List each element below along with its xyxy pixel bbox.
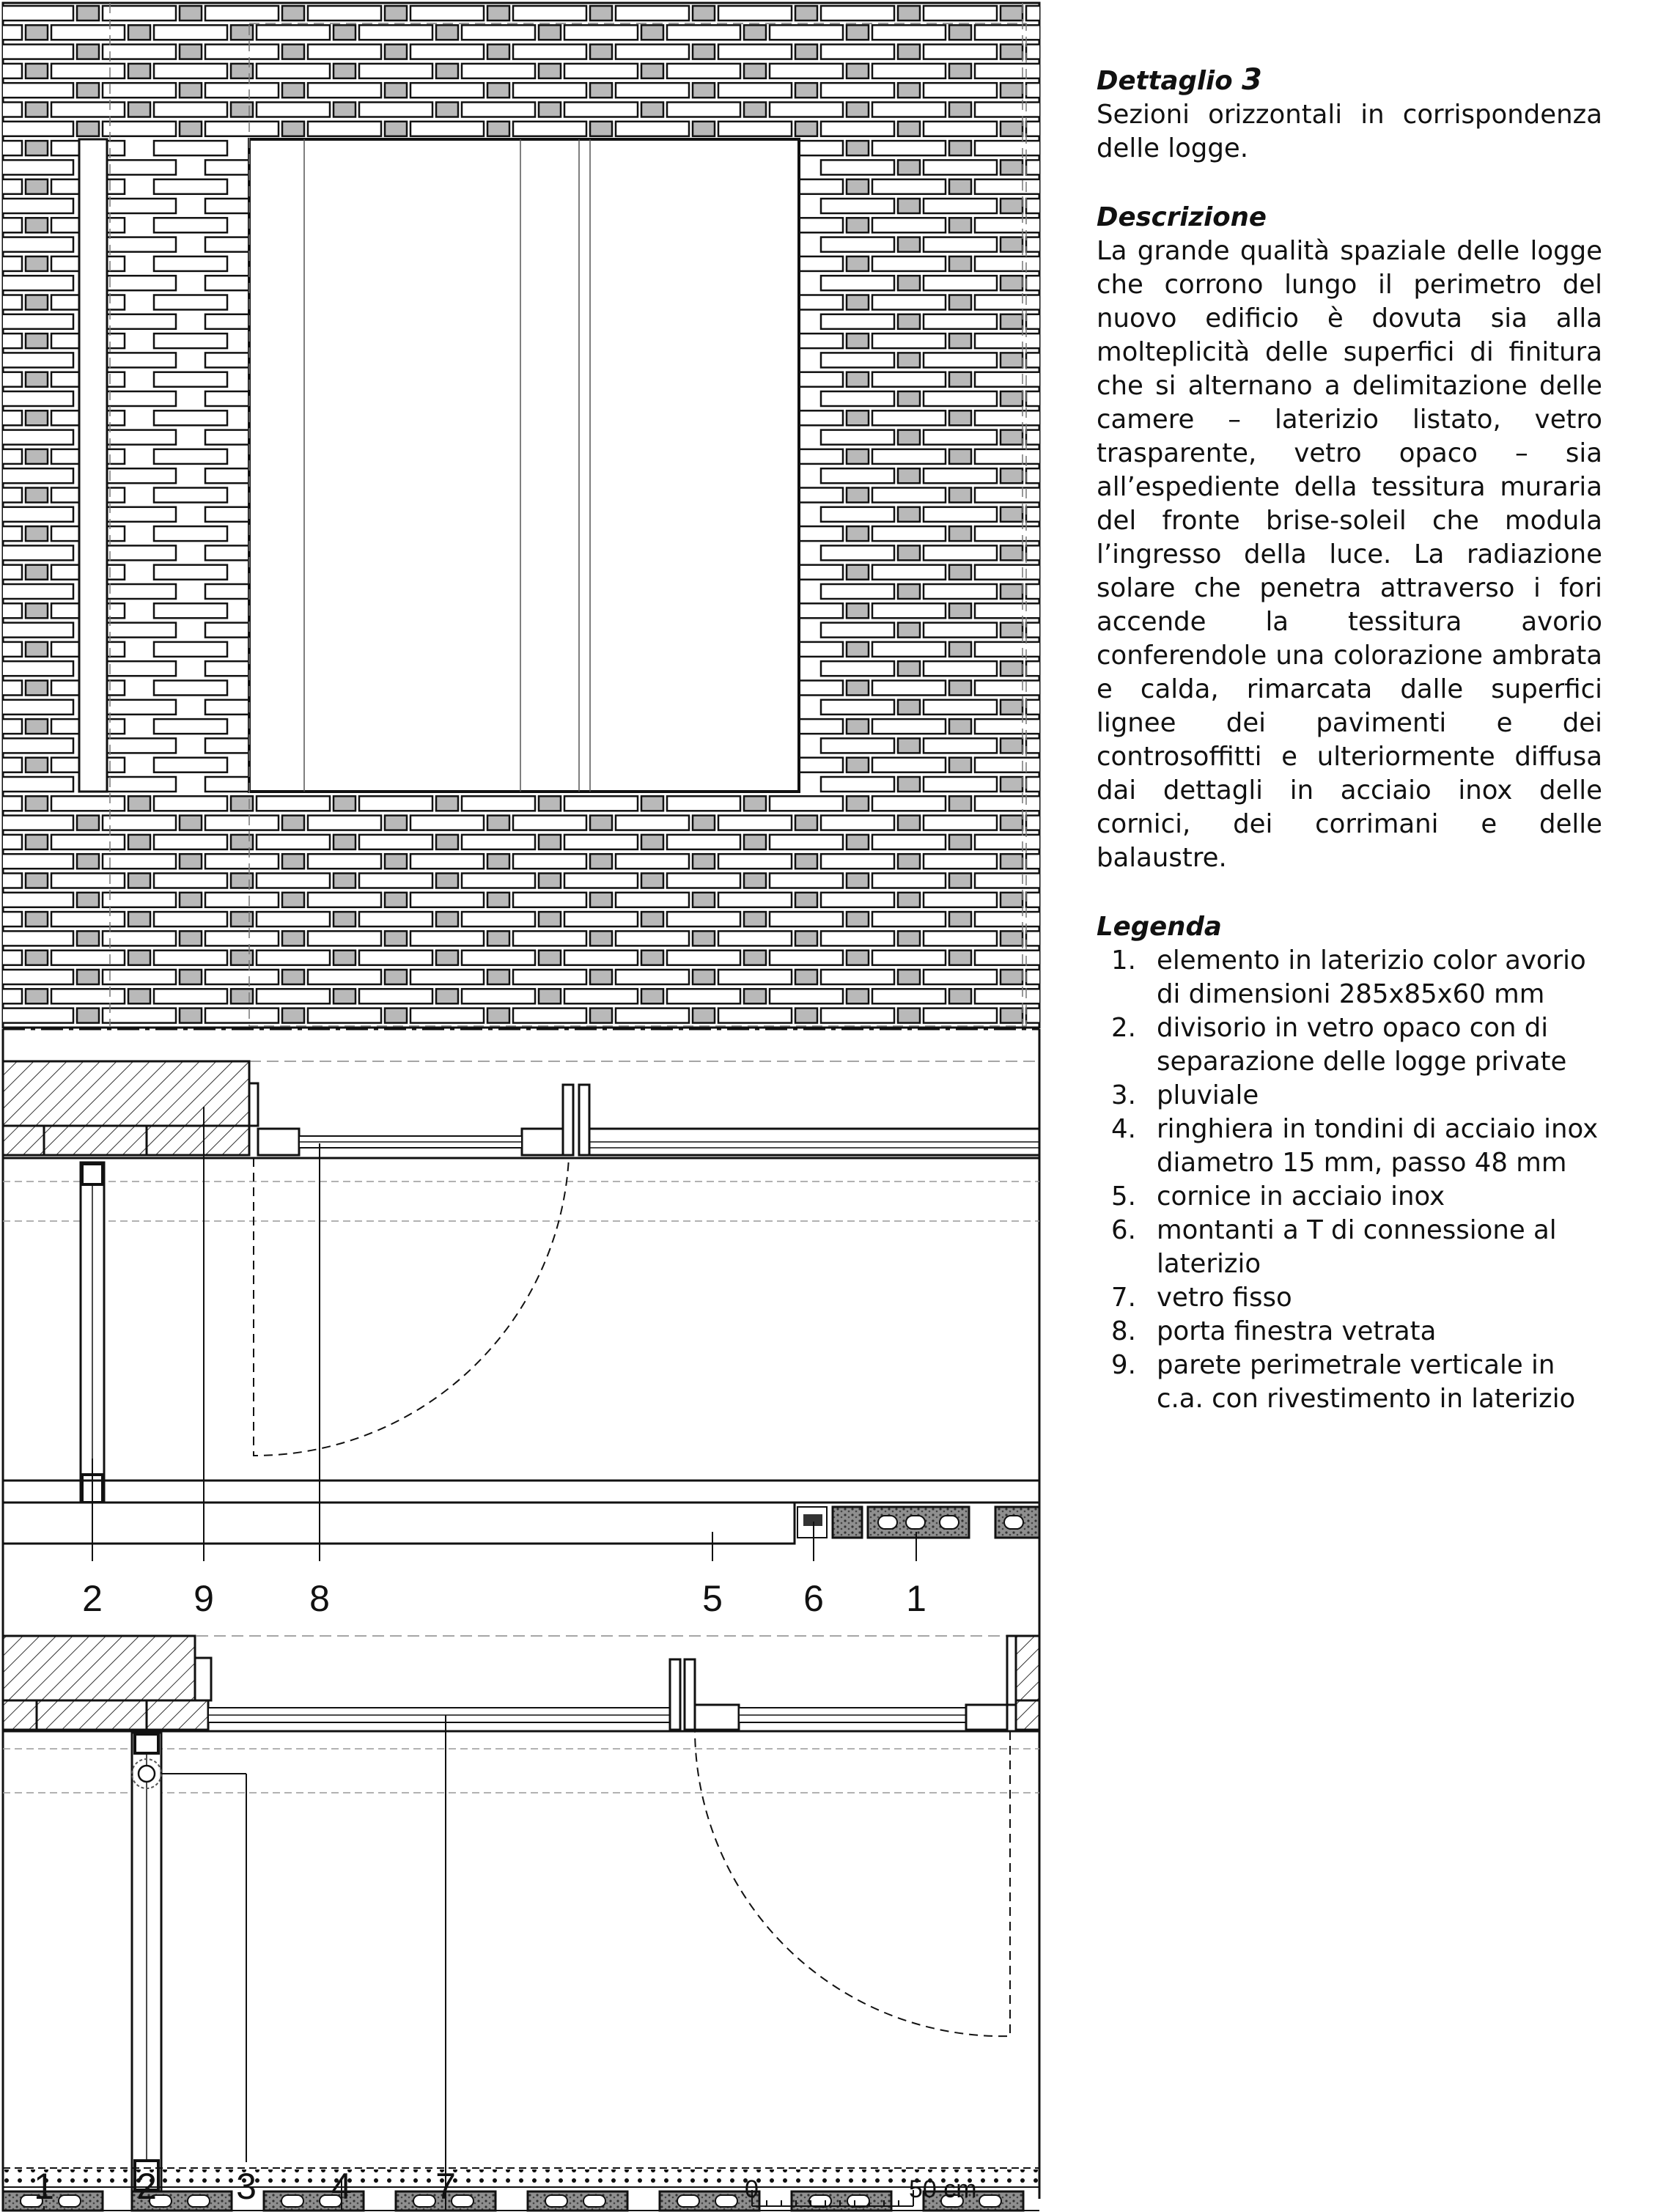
lower-section-label: 3 [236,2166,257,2207]
text-panel [1097,63,1602,1416]
concrete-wall [3,1061,249,1126]
legend-item [1097,1011,1602,1079]
legend-item-number: 9. [1111,1350,1136,1380]
scale-start-label: 0 [745,2175,759,2203]
legend-item [1097,1315,1602,1349]
legend-item-text: parete perimetrale verticale in c.a. con rivestimento in laterizio [1157,1350,1576,1414]
legend-heading: Legenda [1097,912,1222,942]
detail-title-number: 3 [1241,63,1262,97]
legend-item-number: 7. [1111,1283,1136,1313]
legend-item-number: 4. [1111,1114,1136,1144]
legend-item-text: elemento in laterizio color avorio di dimensioni 285x85x60 mm [1157,945,1586,1009]
legend-item-number: 6. [1111,1215,1136,1245]
upper-section-label: 2 [82,1578,103,1619]
legend-item-text: montanti a T di connessione al laterizio [1157,1215,1557,1279]
legend-item-number: 5. [1111,1181,1136,1212]
detail-title-word: Dettaglio [1097,66,1233,96]
legend-item [1097,1079,1602,1113]
detail-subtitle: Sezioni orizzontali in corrispondenza delle logge. [1097,100,1602,163]
brick-sections-upper [833,1507,1039,1538]
upper-section-label: 5 [702,1578,723,1619]
upper-section-label: 6 [803,1578,824,1619]
lower-section-label: 7 [435,2166,456,2207]
door-swing-arc-lower [695,1731,1010,2036]
scale-end-label: 50 cm [909,2175,977,2203]
concrete-wall-lower [3,1636,195,1700]
legend-item [1097,1281,1602,1315]
description-heading: Descrizione [1097,202,1267,232]
legend-item [1097,1180,1602,1214]
legend-item-number: 3. [1111,1080,1136,1110]
upper-section-label: 8 [309,1578,330,1619]
detail-title [1097,63,1602,98]
legend-item-text: vetro fisso [1157,1283,1292,1313]
legend-item [1097,1113,1602,1180]
door-swing-arc [254,1158,569,1456]
legend-item-number: 1. [1111,945,1136,976]
window-opening [249,139,799,792]
legend-list [1097,944,1602,1416]
legend-item-number: 8. [1111,1316,1136,1346]
legend-item-number: 2. [1111,1013,1136,1043]
lower-section-label: 1 [34,2166,54,2207]
stainless-cornice [3,1503,795,1544]
upper-section-label: 1 [906,1578,926,1619]
facade-elevation [0,3,1048,1029]
description-text: La grande qualità spaziale delle logge che corrono lungo il perimetro del nuovo edificio è dovuta sia alla molteplicità delle superfici di finitura che si alternano a delimitazione delle camere – laterizio listato, vetro trasparente, vetro opaco – sia all’espediente della tessitura muraria del fronte brise-soleil che modula l’ingresso della luce. La radiazione solare che penetra attraverso i fori accende la tessitura avorio conferendole una colorazione ambrata e calda, rimarcata dalle superfici lignee dei pavimenti e dei controsoffitti e ulteriormente diffusa dai dettagli in acciaio inox delle cornici, dei corrimani e delle balaustre. [1097,236,1602,873]
legend-item-text: pluviale [1157,1080,1259,1110]
lower-section-label: 2 [136,2166,157,2207]
downpipe-pier [79,139,107,792]
legend-item [1097,1349,1602,1416]
legend-item-text: porta finestra vetrata [1157,1316,1437,1346]
legend-item-text: ringhiera in tondini di acciaio inox diametro 15 mm, passo 48 mm [1157,1114,1599,1178]
lower-plan-section [3,1636,1039,2211]
legend-item [1097,1214,1602,1281]
railing-rods [3,2169,1039,2186]
legend-item-text: divisorio in vetro opaco con di separazione delle logge private [1157,1013,1567,1077]
upper-section-label: 9 [194,1578,214,1619]
lower-section-label: 4 [331,2166,352,2207]
legend-item [1097,944,1602,1011]
legend-item-text: cornice in acciaio inox [1157,1181,1445,1212]
